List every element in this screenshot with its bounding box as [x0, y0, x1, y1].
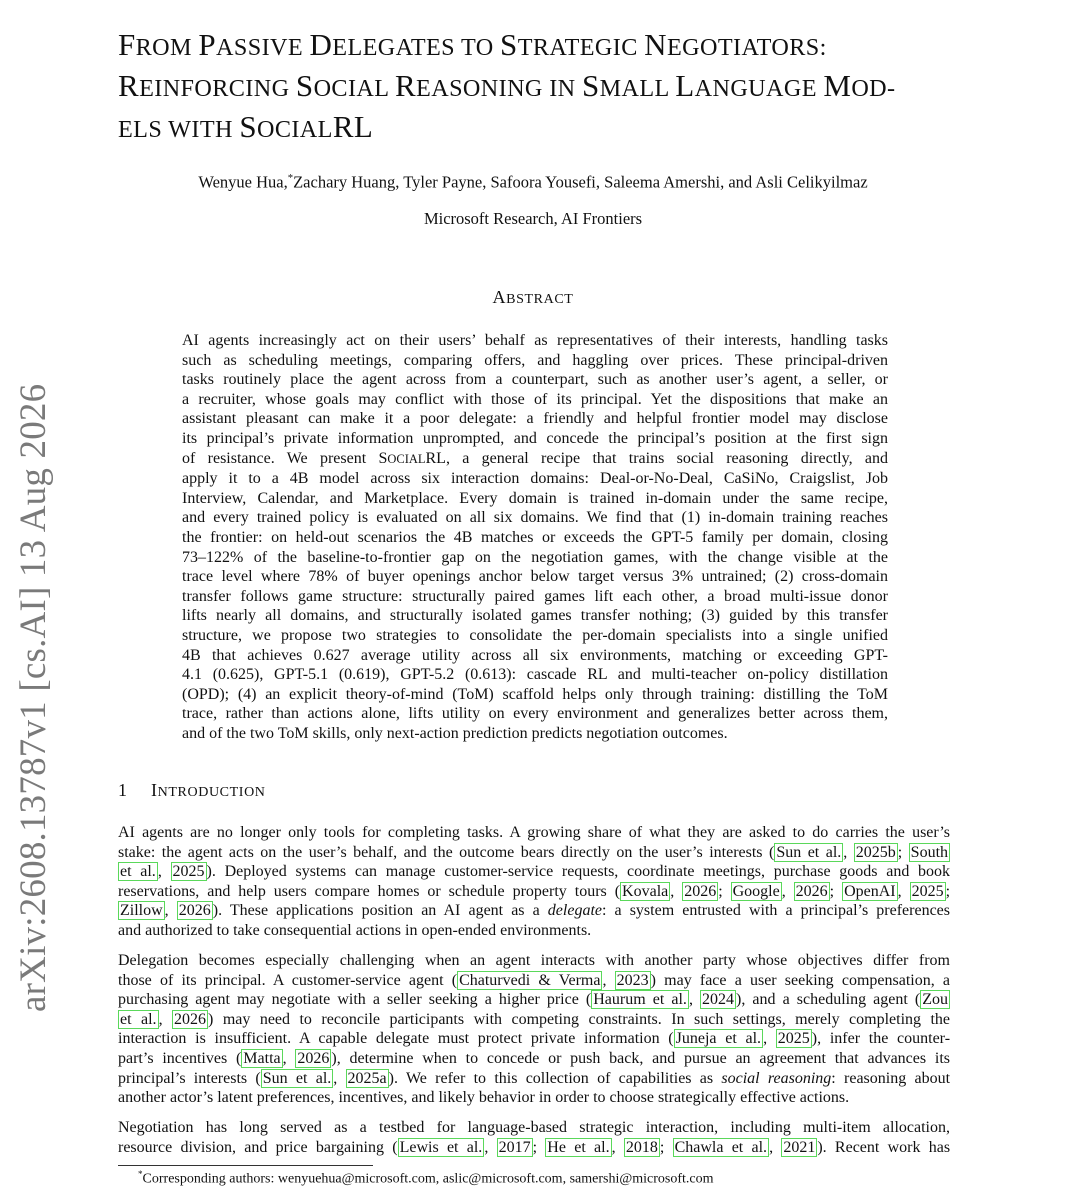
title-line-2: REINFORCING SOCIAL REASONING IN SMALL LANGUAGE MOD- — [118, 68, 896, 103]
citation-link[interactable]: 2025 — [777, 1030, 810, 1048]
title-line-1: FROM PASSIVE DELEGATES TO STRATEGIC NEGOTIATORS: — [118, 27, 827, 62]
abstract-line: (OPD); (4) an explicit theory-of-mind (ToM) scaffold helps only through training: distilling the ToM — [182, 685, 888, 703]
section-number: 1 — [118, 780, 128, 800]
citation-link[interactable]: 2025 — [911, 882, 944, 900]
abstract-line: trace, rather than actions alone, lifts utility on every environment and generalizes better across them, — [182, 705, 888, 723]
citation-link[interactable]: Juneja et al. — [675, 1030, 762, 1048]
abstract-line: AI agents increasingly act on their users’ behalf as representatives of their interests, handling tasks — [182, 332, 888, 349]
citation-link[interactable]: 2026 — [174, 1010, 207, 1028]
footnote-mark: * — [138, 1169, 143, 1179]
abstract-line: trace level where 78% of buyer openings anchor below target versus 3% untrained; (2) cross-domain — [182, 568, 888, 586]
arxiv-identifier-text: arXiv:2608.13787v1 [cs.AI] 13 Aug 2026 — [13, 383, 54, 1012]
abstract-line: lifts nearly all domains, and structurally isolated games transfer nothing; (3) guided by this transfer — [182, 607, 888, 625]
abstract-line: Interview, Calendar, and Marketplace. Every domain is trained in-domain under the same recipe, — [182, 489, 888, 507]
citation-link[interactable]: 2021 — [783, 1138, 816, 1156]
intro-paragraph-1: AI agents are no longer only tools for completing tasks. A growing share of what they are asked to do carries the user’s stake: the agent acts on the user’s behalf, and the outcome bears directly on the user’s interests ( Sun et al. , 2025b ; South et al. , 2025 ). Deployed systems can manage customer-service requests, coordinate meetings, purchase goods and book reservations, and help users compare homes or schedule property tours ( Kovala , 2026 ; Google , 2026 ; OpenAI , 2025 ; Zillow , 2026 ). These applications position an AI agent as a delegate: a system entrusted with a principal’s preferences and authorized to take consequential actions in open-ended environments. — [118, 824, 951, 939]
citation-link[interactable]: Haurum et al. — [593, 991, 687, 1009]
author-list: Wenyue Hua,*Zachary Huang, Tyler Payne, Safoora Yousefi, Saleema Amershi, and Asli Celikyilmaz — [198, 172, 868, 192]
citation-link[interactable]: et al. — [120, 1010, 157, 1028]
citation-link[interactable]: 2026 — [795, 882, 828, 900]
abstract-line: assistant pleasant can make it a poor delegate: a friendly and helpful frontier model may disclose — [182, 410, 888, 428]
abstract-line: such as scheduling meetings, comparing offers, and haggling over prices. These principal-driven — [182, 351, 888, 369]
abstract-heading: ABSTRACT — [492, 287, 574, 307]
abstract-line: a recruiter, whose goals may conflict with those of its principal. Yet the dispositions that make an — [182, 390, 888, 408]
citation-link[interactable]: Zillow — [120, 902, 163, 920]
abstract-line: and of the two ToM skills, only next-action prediction predicts negotiation outcomes. — [182, 724, 728, 742]
paper-title — [118, 26, 958, 149]
intro-paragraph-3: Negotiation has long served as a testbed for language-based strategic interaction, including multi-item allocation, resource division, and price bargaining ( Lewis et al. , 2017 ; He et al. , 2018 ; Chawla et al. , 2021 ). Recent work has — [118, 1119, 951, 1156]
citation-link[interactable]: Sun et al. — [776, 843, 842, 861]
citation-link[interactable]: Chaturvedi & Verma — [459, 971, 601, 989]
intro-paragraph-2: Delegation becomes especially challenging when an agent interacts with another party whose objectives differ from those of its principal. A customer-service agent ( Chaturvedi & Verma , 2023 ) may face a user seeking compensation, a purchasing agent may negotiate with a seller seeking a higher price ( Haurum et al. , 2024 ), and a scheduling agent ( Zou et al. , 2026 ) may need to reconcile participants with competing constraints. In such settings, merely completing the interaction is insufficient. A capable delegate must protect private information ( Juneja et al. , 2025 ), infer the counter- part’s incentives ( Matta , 2026 ), determine when to concede or push back, and pursue an agreement that advances its principal’s interests ( Sun et al. , 2025a ). We refer to this collection of capabilities as social reasoning: reasoning about another actor’s latent preferences, incentives, and likely behavior in order to choose strategically effective actions. — [118, 952, 951, 1107]
abstract-line: and every trained policy is evaluated on all six domains. We find that (1) in-domain training reaches — [182, 509, 888, 527]
citation-link[interactable]: Chawla et al. — [674, 1138, 768, 1156]
abstract-line: apply it to a 4B model across six interaction domains: Deal-or-No-Deal, CaSiNo, Craigslist, Job — [182, 470, 888, 488]
citation-link[interactable]: Kovala — [622, 882, 669, 900]
title-line-3: ELS WITH SOCIALRL — [118, 109, 374, 144]
citation-link[interactable]: Zou — [922, 991, 949, 1009]
citation-link[interactable]: 2017 — [498, 1138, 531, 1156]
abstract-line: its principal’s private information unprompted, and concede the principal’s position at the first sign — [182, 429, 888, 447]
abstract-line: 73–122% of the baseline-to-frontier gap on the negotiation games, with the change visible at the — [182, 548, 888, 566]
citation-link[interactable]: 2018 — [625, 1138, 658, 1156]
abstract-line: 4B that achieves 0.627 average utility across all six environments, matching or exceeding GPT- — [182, 646, 888, 664]
citation-link[interactable]: 2026 — [297, 1049, 330, 1067]
citation-link[interactable]: et al. — [120, 863, 156, 881]
abstract-line: transfer follows game structure: structurally paired games lift each other, a broad multi-issue donor — [182, 587, 888, 605]
abstract-line: of resistance. We present SOCIALRL, a general recipe that trains social reasoning directly, and — [182, 449, 888, 467]
citation-link[interactable]: South — [910, 843, 949, 861]
citation-link[interactable]: Sun et al. — [262, 1069, 332, 1087]
citation-link[interactable]: Lewis et al. — [399, 1138, 483, 1156]
abstract-line: 4.1 (0.625), GPT-5.1 (0.619), GPT-5.2 (0.613): cascade RL and multi-teacher on-policy distillation — [182, 666, 888, 684]
citation-link[interactable]: Matta — [243, 1049, 281, 1067]
abstract-body — [182, 331, 888, 743]
citation-link[interactable]: 2024 — [702, 991, 735, 1009]
citation-link[interactable]: 2025a — [347, 1069, 387, 1087]
abstract-line: the frontier: on held-out scenarios the 4B matches or exceeds the GPT-5 family per domain, closing — [182, 528, 888, 546]
citation-link[interactable]: 2025b — [855, 843, 896, 861]
citation-link[interactable]: OpenAI — [844, 882, 896, 900]
citation-link[interactable]: Google — [732, 882, 780, 900]
abstract-line: structure, we propose two strategies to consolidate the per-domain specialists into a single unified — [182, 626, 888, 644]
citation-link[interactable]: 2023 — [616, 971, 649, 989]
corresponding-author-mark: * — [287, 172, 294, 184]
footnote-divider — [118, 1165, 373, 1166]
footnote-corresponding-authors: *Corresponding authors: wenyuehua@microsoft.com, aslic@microsoft.com, samershi@microsoft.com — [138, 1169, 714, 1187]
citation-link[interactable]: 2026 — [178, 902, 211, 920]
citation-link[interactable]: 2026 — [684, 882, 717, 900]
section-heading-introduction: 1 INTRODUCTION — [118, 780, 266, 800]
citation-link[interactable]: 2025 — [172, 863, 205, 881]
citation-link[interactable]: He et al. — [547, 1138, 610, 1156]
affiliation: Microsoft Research, AI Frontiers — [423, 209, 643, 228]
abstract-line: tasks routinely place the agent across from a counterpart, such as another user’s agent, a seller, or — [182, 371, 888, 389]
